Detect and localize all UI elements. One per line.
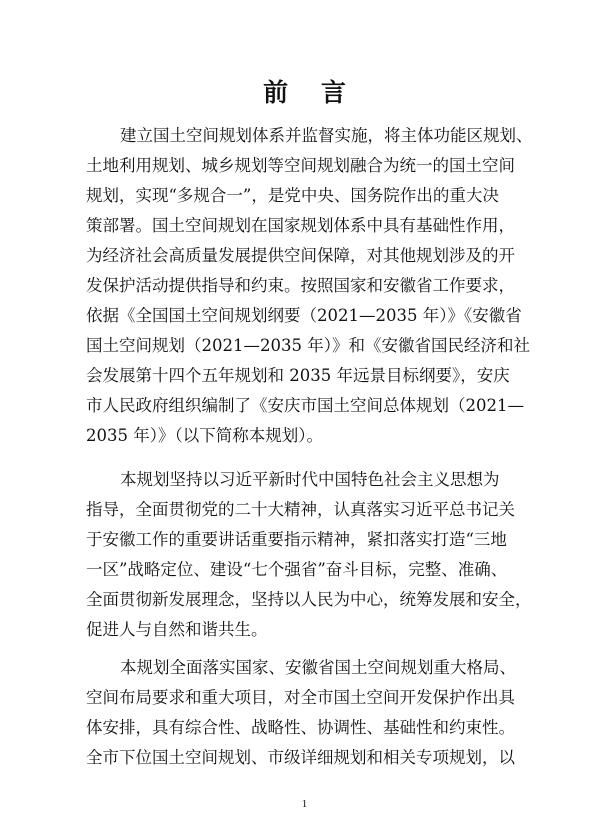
text-line: 会发展第十四个五年规划和 2035 年远景目标纲要》，安庆 bbox=[86, 366, 510, 385]
paragraph-3 bbox=[86, 653, 524, 773]
text-line: 2035 年）》（以下简称本规划）。 bbox=[86, 426, 323, 445]
text-line: 策部署。国土空间规划在国家规划体系中具有基础性作用， bbox=[86, 216, 515, 235]
text-line: 全市下位国土空间规划、市级详细规划和相关专项规划，以 bbox=[86, 748, 515, 767]
text-line: 为经济社会高质量发展提供空间保障，对其他规划涉及的开 bbox=[86, 246, 515, 265]
text-line: 建立国土空间规划体系并监督实施，将主体功能区规划、 bbox=[120, 126, 533, 145]
text-line: 指导，全面贯彻党的二十大精神，认真落实习近平总书记关 bbox=[86, 500, 515, 519]
text-line: 发保护活动提供指导和约束。按照国家和安徽省工作要求， bbox=[86, 276, 515, 295]
text-line: 空间布局要求和重大项目，对全市国土空间开发保护作出具 bbox=[86, 688, 515, 707]
text-line: 体安排，具有综合性、战略性、协调性、基础性和约束性。 bbox=[86, 718, 515, 737]
text-line: 全面贯彻新发展理念，坚持以人民为中心，统筹发展和安全， bbox=[86, 590, 532, 609]
text-line: 一区”战略定位、建设“七个强省”奋斗目标，完整、准确、 bbox=[86, 560, 508, 579]
text-line: 土地利用规划、城乡规划等空间规划融合为统一的国土空间 bbox=[86, 156, 515, 175]
page-number: 1 bbox=[301, 798, 308, 810]
text-line: 本规划坚持以习近平新时代中国特色社会主义思想为 bbox=[120, 470, 500, 489]
text-line: 市人民政府组织编制了《安庆市国土空间总体规划（2021— bbox=[86, 396, 524, 415]
text-line: 国土空间规划（2021—2035 年）》和《安徽省国民经济和社 bbox=[86, 336, 530, 355]
text-line: 促进人与自然和谐共生。 bbox=[86, 620, 268, 639]
paragraph-2 bbox=[86, 465, 532, 645]
text-line: 本规划全面落实国家、安徽省国土空间规划重大格局、 bbox=[120, 658, 516, 677]
text-line: 依据《全国国土空间规划纲要（2021—2035 年）》《安徽省 bbox=[86, 306, 522, 325]
paragraph-1 bbox=[86, 121, 533, 451]
page-title: 前 言 bbox=[263, 78, 358, 107]
text-line: 规划，实现“多规合一”，是党中央、国务院作出的重大决 bbox=[86, 186, 499, 205]
text-line: 于安徽工作的重要讲话重要指示精神，紧扣落实打造“三地 bbox=[86, 530, 507, 549]
